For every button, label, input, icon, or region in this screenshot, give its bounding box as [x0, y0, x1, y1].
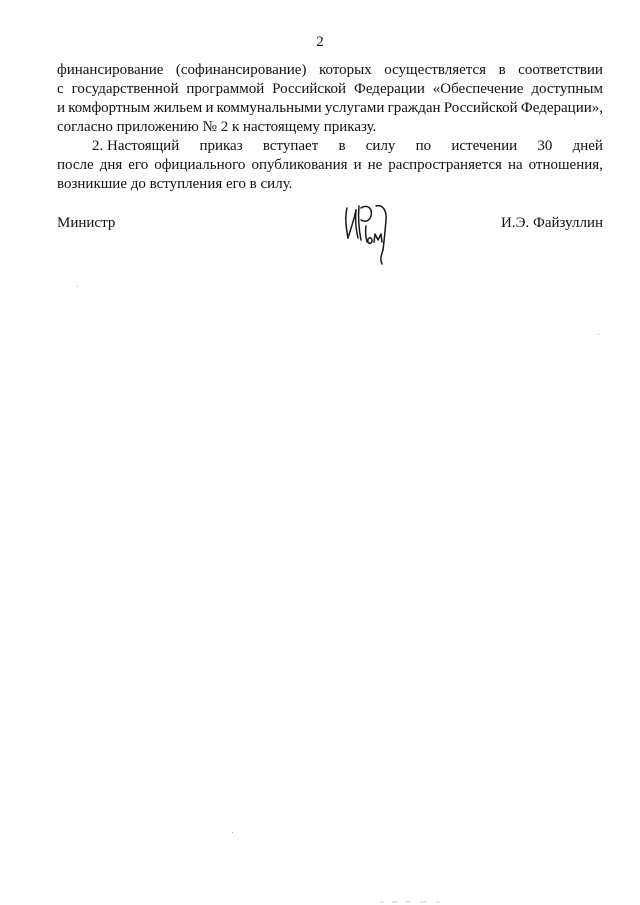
page-number: 2 [316, 34, 324, 50]
word: официального [154, 157, 246, 173]
word: опубликования [251, 157, 348, 173]
paragraph2-line3: возникшие до вступления его в силу. [57, 176, 293, 192]
word: программой [186, 81, 265, 97]
word: с [57, 81, 64, 97]
word: и [57, 100, 66, 116]
word: коммунальными [216, 100, 322, 116]
word: комфортным [68, 100, 151, 116]
word: Федерации [354, 81, 425, 97]
word: дня [99, 157, 123, 173]
word: не [367, 157, 383, 173]
paragraph2-line1 [92, 137, 603, 155]
word: и [353, 157, 362, 173]
word: Российской [443, 100, 518, 116]
word: в [338, 138, 346, 154]
paragraph1-line1 [57, 61, 603, 79]
word: которых [318, 62, 372, 78]
word: Российской [272, 81, 347, 97]
scan-speck [232, 832, 233, 833]
word: осуществляется [384, 62, 487, 78]
handwritten-signature [340, 198, 400, 266]
word: услугами [324, 100, 385, 116]
word: на [507, 157, 523, 173]
word: 30 [537, 138, 553, 154]
word: «Обеспечение [432, 81, 524, 97]
word: силу [365, 138, 396, 154]
word: доступным [531, 81, 603, 97]
word: соответствии [518, 62, 603, 78]
scan-speck [77, 286, 78, 287]
word: его [128, 157, 149, 173]
word: финансирование [57, 62, 164, 78]
paragraph1-line3 [57, 99, 603, 117]
word: вступает [262, 138, 319, 154]
paragraph1-line4: согласно приложению № 2 к настоящему приказу. [57, 119, 377, 135]
word: Федерации», [520, 100, 603, 116]
word: государственной [71, 81, 179, 97]
paragraph2-line2 [57, 156, 603, 174]
word: жильем [153, 100, 203, 116]
scan-edge-artifact [0, 899, 640, 905]
word: (софинансирование) [175, 62, 307, 78]
word: по [415, 138, 432, 154]
word: и [205, 100, 214, 116]
word: после [57, 157, 94, 173]
word: дней [572, 138, 603, 154]
word: в [498, 62, 506, 78]
word: 2. Настоящий [92, 138, 180, 154]
word: граждан [387, 100, 441, 116]
signatory-name: И.Э. Файзуллин [501, 215, 603, 231]
word: истечении [451, 138, 518, 154]
word: распространяется [388, 157, 502, 173]
word: приказ [199, 138, 243, 154]
word: отношения, [528, 157, 603, 173]
position-title: Министр [57, 215, 116, 231]
scan-speck [598, 334, 599, 335]
paragraph1-line2 [57, 80, 603, 98]
